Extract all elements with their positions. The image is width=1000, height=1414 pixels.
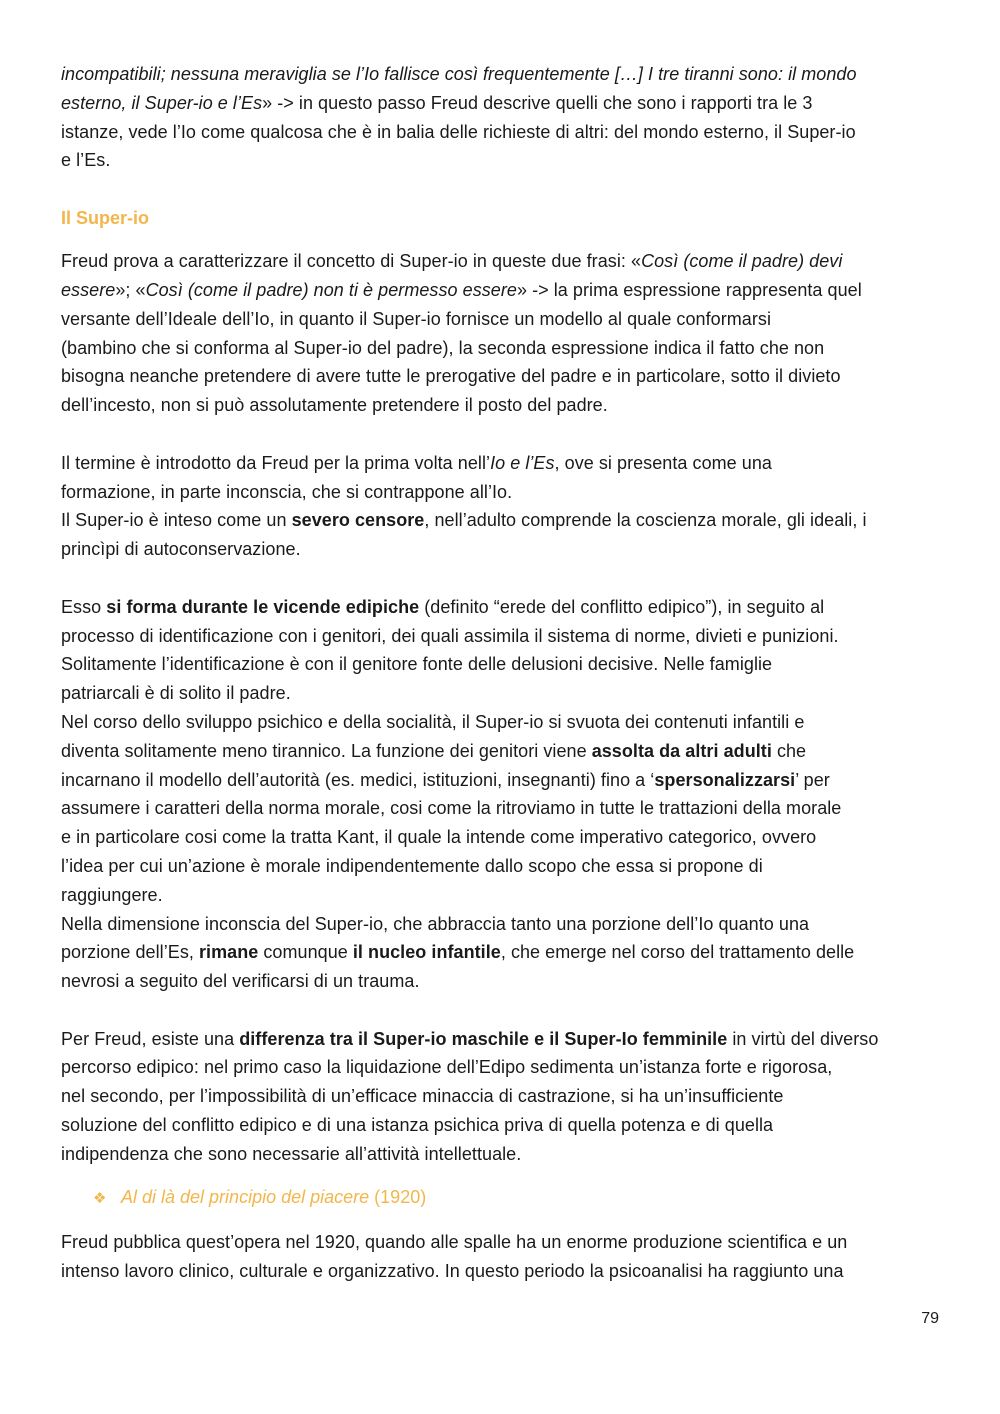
diamond-bullet-icon: ❖ (93, 1190, 107, 1208)
body-text: in virtù del diverso (727, 1028, 879, 1049)
body-text: che (771, 740, 807, 761)
body-line: dell’incesto, non si può assolutamente pretendere il posto del padre. (61, 395, 608, 416)
body-text: ’ per (795, 769, 830, 790)
body-line: percorso edipico: nel primo caso la liquidazione dell’Edipo sedimenta un’istanza forte e rigorosa, (61, 1057, 833, 1078)
body-line: indipendenza che sono necessarie all’attività intellettuale. (61, 1143, 522, 1164)
bold-term: rimane (198, 942, 259, 963)
body-line: versante dell’Ideale dell’Io, in quanto il Super-io fornisce un modello al quale conformarsi (61, 308, 772, 329)
body-line: Solitamente l’identificazione è con il genitore fonte delle delusioni decisive. Nelle famiglie (61, 654, 773, 675)
body-text: » -> in questo passo Freud descrive quelli che sono i rapporti tra le 3 (262, 92, 813, 113)
body-line: processo di identificazione con i genitori, dei quali assimila il sistema di norme, divieti e punizioni. (61, 625, 839, 646)
body-text: , ove si presenta come una (554, 452, 772, 473)
bold-term: severo censore (291, 510, 425, 531)
paragraph-al-di-la (61, 1228, 941, 1286)
bold-term: si forma durante le vicende edipiche (106, 596, 420, 617)
body-line: e in particolare cosi come la tratta Kant, il quale la intende come imperativo categorico, ovvero (61, 827, 817, 848)
body-line: raggiungere. (61, 884, 163, 905)
body-line: Nella dimensione inconscia del Super-io, che abbraccia tanto una porzione dell’Io quanto una (61, 913, 810, 934)
body-text: Il termine è introdotto da Freud per la prima volta nell’ (61, 452, 491, 473)
body-text: , che emerge nel corso del trattamento delle (500, 942, 855, 963)
page-body (61, 60, 941, 1286)
body-text: (definito “erede del conflitto edipico”), in seguito al (419, 596, 825, 617)
paragraph-intro (61, 60, 941, 175)
page-number: 79 (921, 1310, 939, 1327)
paragraph-frasi (61, 247, 941, 420)
body-line: e l’Es. (61, 150, 111, 171)
quote-text: esterno, il Super-io e l’Es (61, 92, 263, 113)
body-line: assumere i caratteri della norma morale, cosi come la ritroviamo in tutte le trattazioni della morale (61, 798, 842, 819)
paragraph-differenza (61, 1025, 941, 1169)
book-title: Io e l’Es (490, 452, 555, 473)
section-heading-super-io: Il Super-io (61, 207, 150, 228)
body-text: comunque (258, 942, 353, 963)
body-text: diventa solitamente meno tirannico. La funzione dei genitori viene (61, 740, 592, 761)
bold-term: il nucleo infantile (352, 942, 501, 963)
quote-text: incompatibili; nessuna meraviglia se l’Io fallisce così frequentemente […] I tre tiranni sono: il mondo (61, 64, 857, 84)
bold-term: differenza tra il Super-io maschile e il Super-Io femminile (239, 1028, 728, 1049)
body-line: Nel corso dello sviluppo psichico e della socialità, il Super-io si svuota dei contenuti infantili e (61, 711, 805, 732)
body-line: bisogna neanche pretendere di avere tutte le prerogative del padre e in particolare, sotto il divieto (61, 366, 841, 387)
body-line: l’idea per cui un’azione è morale indipendentemente dallo scopo che essa si propone di (61, 855, 763, 876)
quote-text: essere (61, 279, 116, 300)
body-text: incarnano il modello dell’autorità (es. medici, istituzioni, insegnanti) fino a ‘ (61, 769, 655, 790)
bold-term: spersonalizzarsi (654, 769, 796, 790)
work-year: (1920) (374, 1187, 427, 1208)
body-text: » -> la prima espressione rappresenta quel (516, 279, 862, 300)
body-line: Freud pubblica quest’opera nel 1920, quando alle spalle ha un enorme produzione scientifica e un (61, 1232, 848, 1253)
body-line: patriarcali è di solito il padre. (61, 683, 291, 704)
body-text: Il Super-io è inteso come un (61, 510, 292, 531)
body-line: princìpi di autoconservazione. (61, 539, 301, 560)
work-title: Al di là del principio del piacere (121, 1187, 370, 1208)
body-line: soluzione del conflitto edipico e di una istanza psichica priva di quella potenza e di quella (61, 1115, 774, 1136)
body-text: »; « (115, 279, 146, 300)
body-text: Per Freud, esiste una (61, 1028, 240, 1049)
body-text: Freud prova a caratterizzare il concetto di Super-io in queste due frasi: « (61, 251, 642, 272)
body-line: (bambino che si conforma al Super-io del padre), la seconda espressione indica il fatto che non (61, 337, 825, 358)
body-text: , nell’adulto comprende la coscienza morale, gli ideali, i (424, 510, 867, 531)
body-line: formazione, in parte inconscia, che si contrappone all’Io. (61, 481, 513, 502)
quote-text: Così (come il padre) devi (641, 251, 843, 272)
body-text: Esso (61, 596, 107, 617)
bold-term: assolta da altri adulti (591, 740, 772, 761)
paragraph-forma (61, 593, 941, 996)
quote-text: Così (come il padre) non ti è permesso essere (145, 279, 517, 300)
body-line: istanze, vede l’Io come qualcosa che è in balia delle richieste di altri: del mondo esterno, il Super-io (61, 121, 856, 142)
section-heading-al-di-la (93, 1183, 941, 1214)
body-line: intenso lavoro clinico, culturale e organizzativo. In questo periodo la psicoanalisi ha raggiunto una (61, 1261, 844, 1282)
body-line: nel secondo, per l’impossibilità di un’efficace minaccia di castrazione, si ha un’insufficiente (61, 1086, 784, 1107)
paragraph-termine (61, 449, 941, 564)
body-text: porzione dell’Es, (61, 942, 199, 963)
body-line: nevrosi a seguito del verificarsi di un trauma. (61, 971, 420, 992)
